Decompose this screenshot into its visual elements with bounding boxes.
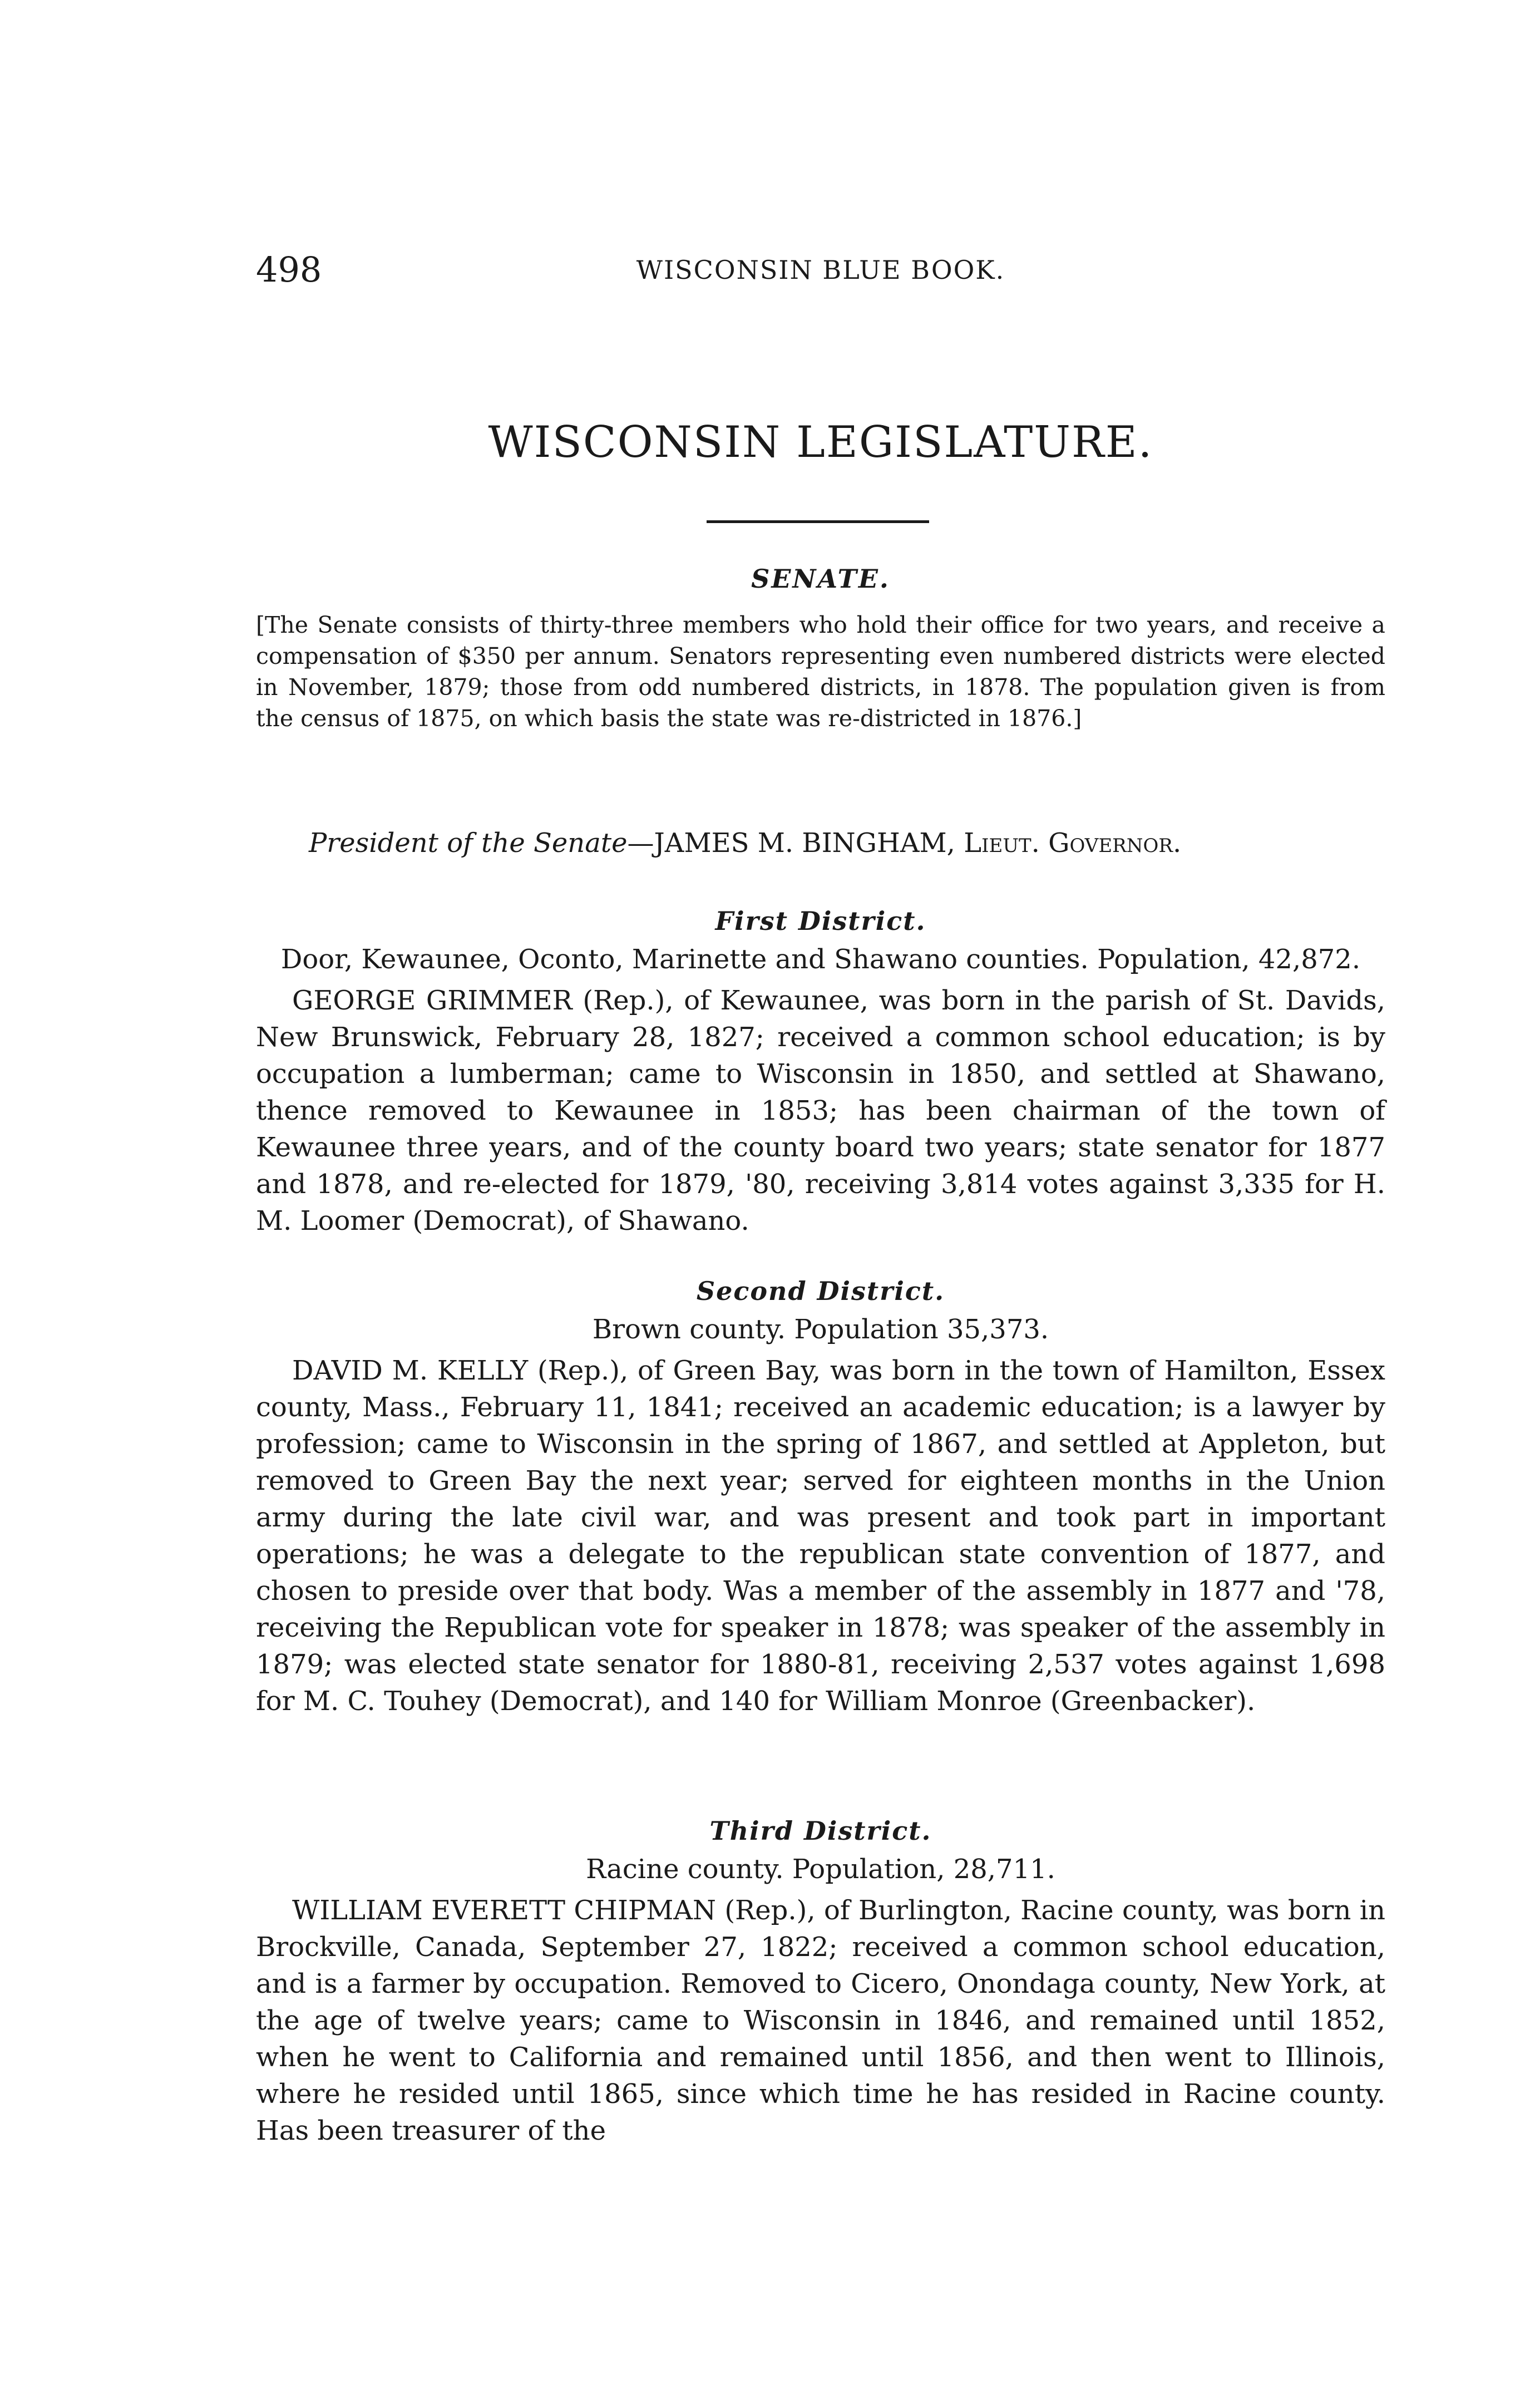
president-label: President of the Senate: [309, 827, 628, 859]
member-text: (Rep.), of Green Bay, was born in the town of Hamilton, Essex county, Mass., February 11, 1841; received an academic education; is a lawyer by profession; came to Wisconsin in the spring of 1867, and settled at Appleton, but removed to Green Bay the next year; served for eighteen months in the Union army during the late civil war, and was present and took part in important operations; he was a delegate to the republican state convention of 1877, and chosen to preside over that body. Was a member of the assembly in 1877 and '78, receiving the Republican vote for speaker in 1878; was speaker of the assembly in 1879; was elected state senator for 1880-81, receiving 2,537 votes against 1,698 for M. C. Touhey (Democrat), and 140 for William Monroe (Greenbacker).: [256, 1355, 1385, 1717]
president-of-senate: [309, 821, 1385, 865]
member-name: GEORGE GRIMMER: [292, 985, 572, 1016]
member-biography: [256, 982, 1385, 1239]
district-counties: Racine county. Population, 28,711.: [586, 1854, 1055, 1885]
page-number: 498: [256, 249, 322, 290]
member-text: (Rep.), of Burlington, Racine county, was born in Brockville, Canada, September 27, 1822; received a common school education, and is a farmer by occupation. Removed to Cicero, Onondaga county, New York, at the age of twelve years; came to Wisconsin in 1846, and remained until 1852, when he went to California and remained until 1856, and then went to Illinois, where he resided until 1865, since which time he has resided in Racine county. Has been treasurer of the: [256, 1895, 1385, 2146]
district-title: First District.: [715, 906, 926, 936]
district-first: [256, 899, 1385, 1239]
running-title: WISCONSIN BLUE BOOK.: [636, 255, 1005, 285]
district-counties: Brown county. Population 35,373.: [592, 1314, 1049, 1345]
book-page: [256, 0, 1385, 2404]
district-counties: Door, Kewaunee, Oconto, Marinette and Shawano counties. Population, 42,872.: [280, 944, 1361, 975]
section-title: SENATE.: [751, 564, 890, 594]
district-title: Third District.: [709, 1816, 932, 1846]
district-second: [256, 1269, 1385, 1720]
district-title: Second District.: [696, 1276, 945, 1306]
member-name: WILLIAM EVERETT CHIPMAN: [292, 1895, 717, 1926]
main-title: WISCONSIN LEGISLATURE.: [488, 417, 1153, 467]
senate-intro-note: [The Senate consists of thirty-three members who hold their office for two years, and receive a compensation of $350 per annum. Senators representing even numbered districts were elected in November, 1879; those from odd numbered districts, in 1878. The population given is from the census of 1875, on which basis the state was re-districted in 1876.]: [256, 612, 1385, 732]
member-biography: [256, 1892, 1385, 2149]
running-head: [256, 248, 1385, 292]
member-name: DAVID M. KELLY: [292, 1355, 529, 1386]
president-dash: —: [627, 827, 654, 859]
member-biography: [256, 1352, 1385, 1720]
president-name: JAMES M. BINGHAM,: [654, 827, 955, 859]
title-rule: [707, 520, 929, 523]
district-third: [256, 1809, 1385, 2149]
president-office: Lieut. Governor.: [964, 827, 1182, 859]
member-text: (Rep.), of Kewaunee, was born in the parish of St. Davids, New Brunswick, February 28, 1827; received a common school education; is by occupation a lumberman; came to Wisconsin in 1850, and settled at Shawano, thence removed to Kewaunee in 1853; has been chairman of the town of Kewaunee three years, and of the county board two years; state senator for 1877 and 1878, and re-elected for 1879, '80, receiving 3,814 votes against 3,335 for H. M. Loomer (Democrat), of Shawano.: [256, 985, 1386, 1237]
